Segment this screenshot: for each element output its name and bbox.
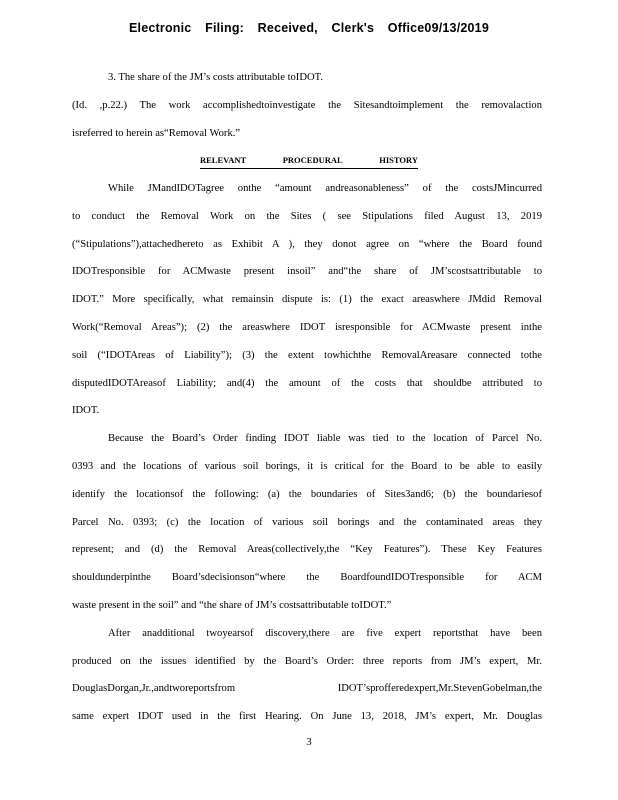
paragraph-line: IDOT.” More specifically, what remainsin dispute is: (1) the exact areaswhere JMdid Removal: [72, 294, 542, 306]
heading-word: HISTORY: [379, 155, 418, 165]
paragraph-2-line: Because the Board’s Order finding IDOT liable was tied to the location of Parcel No.: [108, 433, 542, 445]
paragraph-line: IDOT.: [72, 405, 100, 417]
paragraph-2-line: identify the locationsof the following: (a) the boundaries of Sites3and6; (b) the boundariesof: [72, 488, 542, 500]
paragraph-2-line: Parcel No. 0393; (c) the location of various soil borings and the contaminated areas they: [72, 516, 542, 528]
paragraph-3-line: produced on the issues identified by the Board’s Order: three reports from JM’s expert, Mr.: [72, 655, 542, 667]
paragraph-line: Work(“Removal Areas”); (2) the areaswhere IDOT isresponsible for ACMwaste present inthe: [72, 321, 542, 333]
paragraph-line: IDOTresponsible for ACMwaste present insoil” and“the share of JM’scostsattributable to: [72, 266, 542, 278]
page-number: 3: [306, 737, 312, 748]
opening-lines: [72, 64, 542, 147]
definition-line: isreferred to herein as“Removal Work.”: [72, 127, 241, 139]
list-item-3: 3. The share of the JM’s costs attributable toIDOT.: [108, 72, 323, 83]
heading-word: RELEVANT: [200, 155, 247, 165]
paragraph-2-line: waste present in the soil” and “the share of JM’s costsattributable toIDOT.”: [72, 599, 392, 611]
section-heading: [200, 152, 418, 169]
paragraph-line: to conduct the Removal Work on the Sites ( see Stipulations filed August 13, 2019: [72, 210, 542, 222]
paragraph-3-line: same expert IDOT used in the first Hearing. On June 13, 2018, JM’s expert, Mr. Douglas: [72, 711, 542, 723]
paragraph-line: soil (“IDOTAreas of Liability”); (3) the extent towhichthe RemovalAreasare connected tothe: [72, 349, 542, 361]
paragraph-line: disputedIDOTAreasof Liability; and(4) the amount of the costs that shouldbe attributed to: [72, 377, 542, 389]
paragraph-2-line: represent; and (d) the Removal Areas(collectively,the “Key Features”). These Key Features: [72, 544, 542, 556]
paragraph-line: (“Stipulations”),attachedhereto as Exhibit A ), they donot agree on “where the Board found: [72, 238, 542, 250]
paragraph-2-line: 0393 and the locations of various soil borings, it is critical for the Board to be able to easily: [72, 460, 542, 472]
heading-word: PROCEDURAL: [282, 155, 343, 165]
paragraph-3-line: After anadditional twoyearsof discovery,there are five expert reportsthat have been: [108, 627, 542, 639]
paragraph-line: While JMandIDOTagree onthe “amount andreasonableness” of the costsJMincurred: [108, 183, 542, 194]
paragraph-1: [72, 175, 542, 731]
citation-line: (Id. ,p.22.) The work accomplishedtoinvestigate the Sitesandtoimplement the removalaction: [72, 99, 542, 111]
paragraph-2-line: shouldunderpinthe Board’sdecisionson“where the BoardfoundIDOTresponsible for ACM: [72, 572, 542, 584]
electronic-filing-header: Electronic Filing: Received, Clerk's Office09/13/2019: [129, 21, 489, 35]
paragraph-3-line: DouglasDorgan,Jr.,andtworeportsfrom IDOT’sprofferedexpert,Mr.StevenGobelman,the: [72, 683, 542, 695]
